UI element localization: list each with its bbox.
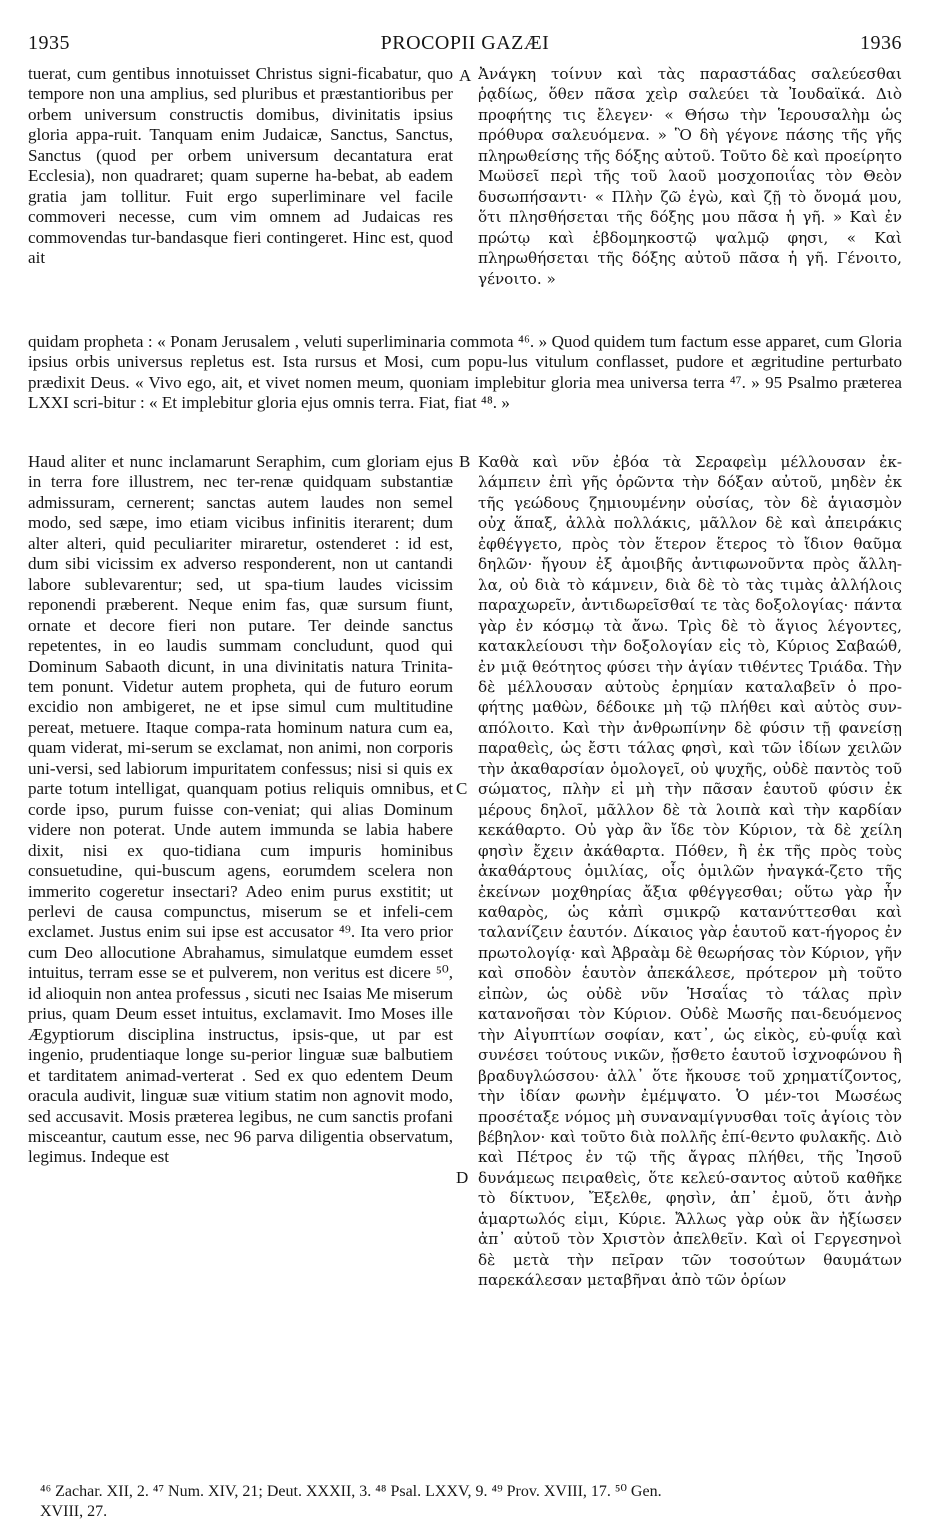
section-marker-b: B (459, 452, 471, 471)
footnotes (40, 1482, 902, 1522)
latin-column-top: tuerat, cum gentibus innotuisset Christus signi-ficabatur, quo tempore non una amplius, sed pluribus et præstantioribus per orbem universum constructis domibus, divinitatis ipsius gloria appa-ruit. Tanquam enim Judaicæ, Sanctus, Sanctus, Sanctus (quod per orbem universum decantatura erat Ecclesia), non quadraret; quam superne ha-bebat, ab eadem gratia jam tollitur. Fuit ergo superliminare vel facile commoveri necesse, cum vim omnem ad Judaicas res commovendas tur-bandasque fieri contingeret. Hinc est, quod ait (28, 64, 453, 268)
column-number-left: 1935 (28, 32, 70, 54)
footnote-line-2: XVIII, 27. (40, 1503, 108, 1520)
footnote-line-1: ⁴⁶ Zachar. XII, 2. ⁴⁷ Num. XIV, 21; Deut. XXXII, 3. ⁴⁸ Psal. LXXV, 9. ⁴⁹ Prov. XVIII, 17. ⁵⁰ Gen. (40, 1483, 662, 1500)
latin-full-width-passage: quidam propheta : « Ponam Jerusalem , veluti superliminaria commota ⁴⁶. » Quod quidem tum factum esse apparet, cum Gloria ipsius orbis universus repletus est. Ista rursus et Mosi, cum popu-lus vitulum conflasset, pudore et ægritudine perturbato prædixit Deus. « Vivo ego, ait, et vivet nomen meum, quoniam implebitur gloria mea universa terra ⁴⁷. » 95 Psalmo præterea LXXI scri-bitur : « Et implebitur gloria ejus omnis terra. Fiat, fiat ⁴⁸. » (28, 332, 902, 413)
section-marker-d: D (456, 1168, 469, 1187)
latin-column-main: Haud aliter et nunc inclamarunt Seraphim, cum gloriam ejus in terra fore illustrem, nec ter-renæ quidquam substantiæ admissuram, cernerent; sanctas autem laudes non semel modo, sed sæpe, imo etiam vicibus infinitis iterarent; dum alter alteri, quid peculiariter miraretur, ostenderet : id est, dum sibi vicissim ex adverso responderent, non ut cantandi labore sublevarentur; sed, ut spa-tium laudes vicissim reponendi præberent. Neque enim fas, quæ sursum fiunt, ornate et decore fieri non putare. Ter deinde sanctus repetentes, in eo laudis summam concludunt, quod qui Dominum Sabaoth dicunt, in una divinitatis natura Trinita-tem ponunt. Videtur autem propheta, qui de futuro eorum excidio non ambigeret, ne et ipse simul cum multitudine pereat, metuere. Itaque compa-rata hominum natura cum ea, quam viderat, mi-serum se exclamat, non animi, non corporis uni-versi, sed labiorum impuritatem confessus; nisi si quis ex parte totum intelligat, quanquam potius reliquis omnibus, et corde ipso, purum fuisse con-veniat; qui alias Dominum videre non poterat. Unde autem immunda se labia habere dixit, nisi ex quo-tidiana cum impuris hominibus consuetudine, qui-buscum agens, eorumdem scelera non immerito cogeretur insectari? Adeo enim purus exstitit; ut perlevi de causa compunctus, miserum se et infeli-cem exclamet. Justus enim sui ipse est accusator ⁴⁹. Ita vero prior cum Deo allocutione Abrahamus, simulatque eumdem esset intuitus, terram esse se et pulverem, non veritus est dicere ⁵⁰, id alioquin non antea professus , sicuti nec Isaias Me miserum prius, quam Deum esset intuitus, exclamavit. Imo Moses ille Ægyptiorum disciplina instructus, ipsis-que, ut par est ingenio, prudentiaque longe su-perior linguæ suæ balbutiem et tarditatem animad-verterat . Sed ex quo edentem Deum oracula audivit, linguæ suæ vitium statim non agnovit modo, sed accusavit. Mosis præterea legibus, ne cum sanctis profani misceantur, cautum esse, nec 96 parva diligentia observatum, legimus. Indeque est (28, 452, 453, 1167)
section-marker-c: C (456, 779, 468, 798)
page-title: PROCOPII GAZÆI (380, 32, 550, 54)
greek-column-main: Καθὰ καὶ νῦν ἐβόα τὰ Σεραφεὶμ μέλλουσαν ἐκ-λάμπειν ἐπὶ γῆς ὁρῶντα τὴν δόξαν αὐτοῦ, μηδὲν ἐκ τῆς γεώδους ζημιουμένην οὐσίας, τὸν δὲ ἁγιασμὸν οὐχ ἅπαξ, ἀλλὰ πολλάκις, μᾶλλον δὲ καὶ ἀπειράκις ἐφθέγγετο, πρὸς τὸν ἕτερον ἕτερος τὸ ἴδιον θαῦμα δηλῶν· ἤγουν ἐξ ἀμοιβῆς ἀντιφωνοῦντα πρὸς ἄλλη-λα, οὐ διὰ τὸ κάμνειν, διὰ δὲ τὸ τὰς τιμὰς ἀλλήλοις παραχωρεῖν, ἀντιδωρεῖσθαί τε τὰς δοξολογίας· πάντα γὰρ ἐν κόσμῳ τὰ ἄνω. Τρὶς δὲ τὸ ἅγιος λέγοντες, κατακλείουσι τὴν δοξολογίαν εἰς τὸ, Κύριος Σαβαώθ, ἐν μιᾷ θεότητος φύσει τὴν ἁγίαν τιθέντες Τριάδα. Τὴν δὲ μέλλουσαν αὐτοὺς ἐρημίαν καταλαβεῖν ὁ προ-φήτης μαθὼν, δέδοικε μὴ τῷ πλήθει καὶ αὐτὸς συν-απόλοιτο. Καὶ τὴν ἀνθρωπίνην δὲ φύσιν τῇ φανείσῃ παραθεὶς, ὡς ἔστι τάλας φησὶ, καὶ τῶν ἰδίων χειλῶν τὴν ἀκαθαρσίαν ὁμολογεῖ, οὐ ψυχῆς, οὐδὲ παντὸς τοῦ σώματος, πλὴν εἰ μὴ τὴν πᾶσαν ἑαυτοῦ φύσιν ἐκ μέρους δηλοῖ, μᾶλλον δὲ τὰ λοιπὰ καὶ τὴν καρδίαν κεκάθαρτο. Οὐ γὰρ ἂν ἴδε τὸν Κύριον, τὰ δὲ χείλη φησὶν ἔχειν ἀκάθαρτα. Πόθεν, ἢ ἐκ τῆς πρὸς τοὺς ἀκαθάρτους ὁμιλίας, οἷς ὁμιλῶν ἠναγκά-ζετο τῆς ἐκείνων μοχθηρίας ἄξια φθέγγεσθαι; οὕτω γὰρ ἦν καθαρὸς, ὡς κἀπὶ σμικρῷ κατανύττεσθαι καὶ ταλανίζειν ἑαυτόν. Δίκαιος γὰρ ἑαυτοῦ κατ-ήγορος ἐν πρωτολογίᾳ· καὶ Ἀβραὰμ δὲ θεωρήσας τὸν Κύριον, γῆν καὶ σποδὸν ἑαυτὸν ἀπεκάλεσε, πρότερον μὴ τοῦτο εἰπὼν, ὡς οὐδὲ νῦν Ἡσαΐας τὸ τάλας πρὶν κατανοῆσαι τὸν Κύριον. Οὐδὲ Μωσῆς παι-δευόμενος τὴν Αἰγυπτίων σοφίαν, κατ᾽, ὡς εἰκὸς, εὐ-φυΐᾳ καὶ συνέσει τούτους νικῶν, ᾔσθετο ἑαυτοῦ ἰσχνοφώνου ἢ βραδυγλώσσου· ἀλλ᾽ ὅτε ἤκουσε τοῦ χρηματίζοντος, τὴν ἰδίαν φωνὴν ἐμέμψατο. Ὁ μέν-τοι Μωσέως προσέταξε νόμος μὴ συναναμίγνυσθαι τοῖς ἁγίοις τὸν βέβηλον· καὶ τοῦτο διὰ πολλῆς ἐπί-θεντο φυλακῆς. Διὸ καὶ Πέτρος ἐν τῷ τῆς ἄγρας πλήθει, τῆς Ἰησοῦ δυνάμεως πειραθεὶς, ὅτε κελεύ-σαντος αὐτοῦ καθῆκε τὸ δίκτυον, Ἔξελθε, φησὶν, ἀπ᾽ ἐμοῦ, ὅτι ἀνὴρ ἁμαρτωλός εἰμι, Κύριε. Ἄλλως γὰρ οὐκ ἂν ἠξίωσεν ἀπ᾽ αὐτοῦ τὸν Χριστὸν ἀπελθεῖν. Καὶ οἱ Γεργεσηνοὶ δὲ μετὰ τὴν πεῖραν τῶν τοσούτων θαυμάτων παρεκάλεσαν μεταβῆναι ἀπὸ τῶν ὁρίων (478, 453, 902, 1290)
greek-column-top: Ἀνάγκη τοίνυν καὶ τὰς παραστάδας σαλεύεσθαι ῥᾳδίως, ὅθεν πᾶσα χεὶρ σαλεύει τὰ Ἰουδαϊκά. Διὸ προφήτης τις ἔλεγεν· « Θήσω τὴν Ἱερουσαλὴμ ὡς πρόθυρα σαλευόμενα. » Ὃ δὴ γέγονε πάσης τῆς γῆς πληρωθείσης τῆς δόξης αὐτοῦ. Τοῦτο δὲ καὶ προείρητο Μωϋσεῖ περὶ τῆς τοῦ λαοῦ μοσχοποιΐας τὸν Θεὸν δυσωπήσαντι· « Πλὴν ζῶ ἐγὼ, καὶ ζῇ τὸ ὄνομά μου, ὅτι πλησθήσεται τῆς δόξης μου πᾶσα ἡ γῆ. » Καὶ ἐν πρώτῳ καὶ ἑβδομηκοστῷ ψαλμῷ φησι, « Καὶ πληρωθήσεται τῆς δόξης αὐτοῦ πᾶσα ἡ γῆ. Γένοιτο, γένοιτο. » (478, 65, 902, 288)
column-number-right: 1936 (860, 32, 902, 54)
running-head (28, 32, 902, 60)
section-marker-a: A (459, 66, 472, 85)
